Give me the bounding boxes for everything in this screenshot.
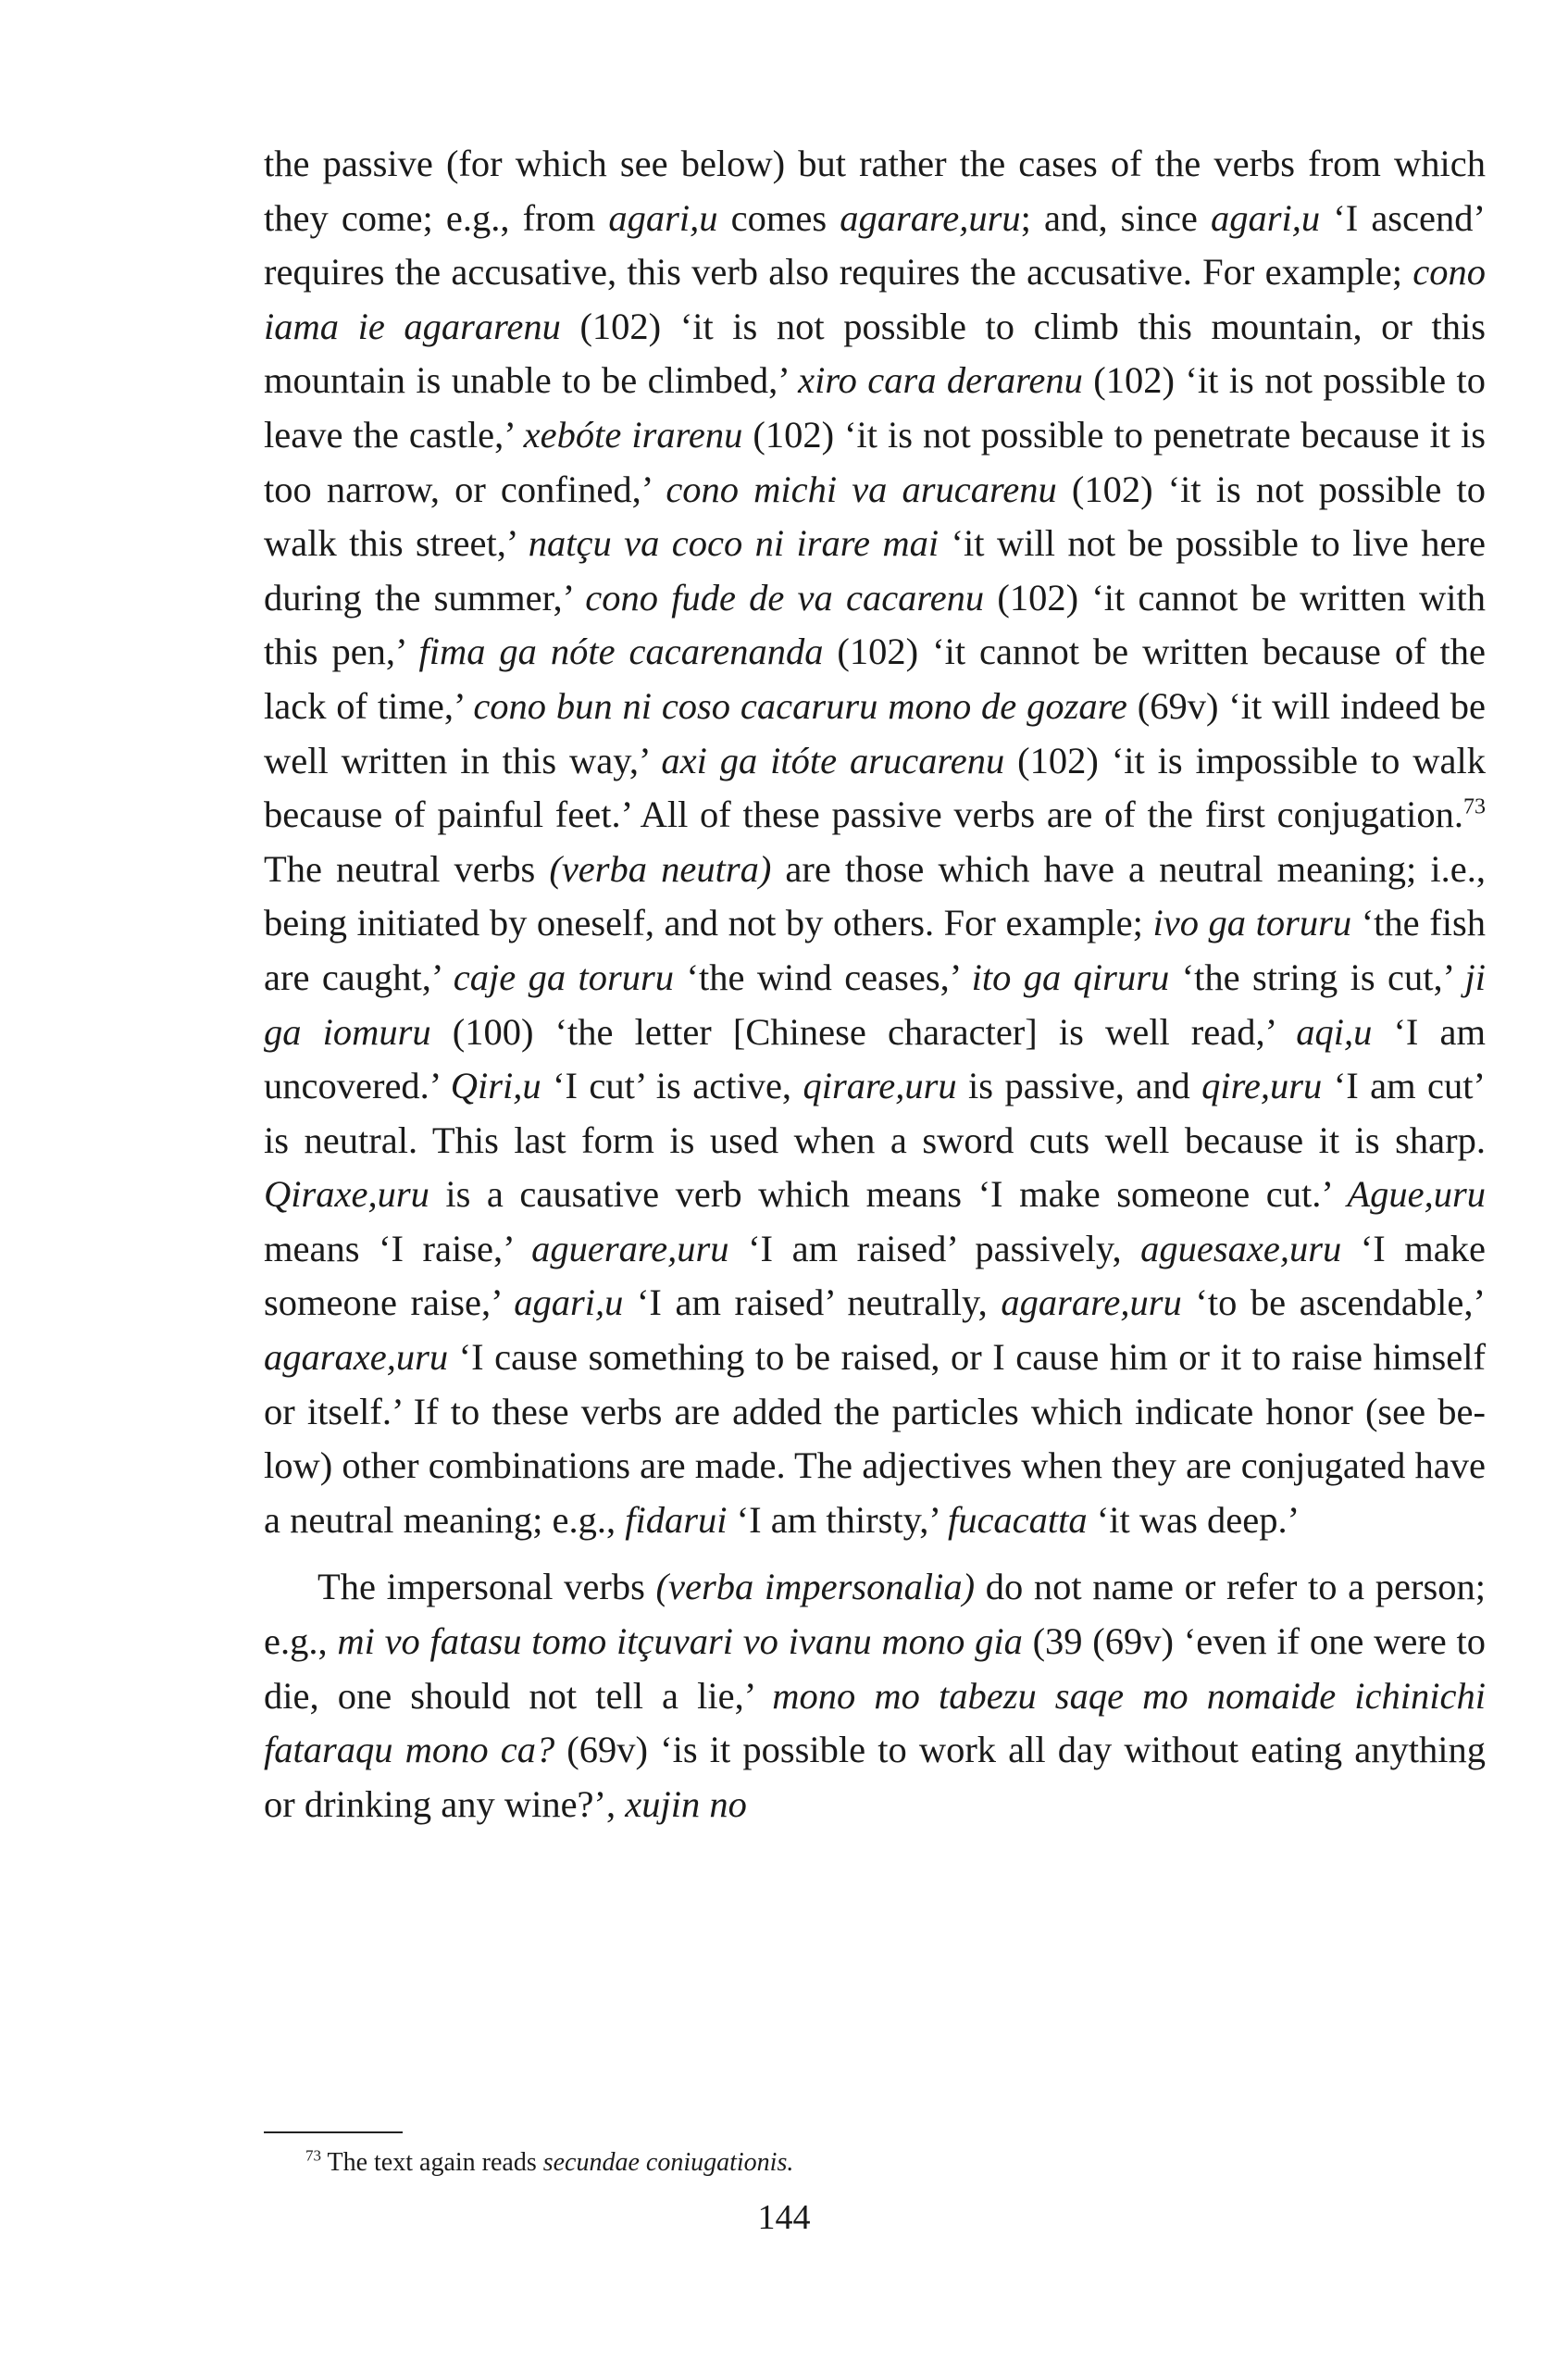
text-run: ‘it will not be possible to live here during the summer,’ bbox=[264, 522, 1486, 619]
text-run: The neutral verbs bbox=[264, 847, 550, 890]
italic-term: agari,u bbox=[514, 1281, 624, 1324]
footnote-text: The text again reads bbox=[327, 2148, 543, 2177]
page-number: 144 bbox=[757, 2198, 811, 2237]
text-run: comes bbox=[717, 196, 840, 239]
text-run: is a causative verb which means ‘I make someone cut.’ bbox=[429, 1173, 1348, 1216]
text-run: ‘it was deep.’ bbox=[1087, 1498, 1300, 1541]
text-run: (102) ‘it is not possible to walk this street,’ bbox=[264, 468, 1486, 565]
text-run: (102) ‘it is not possible to climb this mountain, or this mountain is unable to be climbed,’ bbox=[264, 305, 1486, 402]
text-run: ‘I cut’ is active, bbox=[541, 1065, 803, 1107]
italic-term: xebóte irarenu bbox=[523, 413, 743, 456]
text-run: ‘I am raised’ passively, bbox=[728, 1227, 1141, 1269]
text-run: ‘I make someone raise,’ bbox=[264, 1227, 1486, 1324]
italic-term: qirare,uru bbox=[803, 1065, 957, 1107]
italic-term: cono bun ni coso cacaruru mono de gozare bbox=[473, 684, 1127, 727]
text-run: ‘the fish are caught,’ bbox=[264, 902, 1486, 998]
text-run: ‘the string is cut,’ bbox=[1169, 956, 1465, 998]
text-run: ‘I am raised’ neutrally, bbox=[623, 1281, 1002, 1324]
italic-term: agarare,uru bbox=[840, 196, 1021, 239]
text-run: The impersonal verbs bbox=[317, 1566, 656, 1608]
italic-term: Qiri,u bbox=[450, 1065, 541, 1107]
text-run: ‘to be ascendable,’ bbox=[1181, 1281, 1486, 1324]
italic-term: ji ga iomuru bbox=[264, 956, 1487, 1053]
italic-term: qire,uru bbox=[1201, 1065, 1323, 1107]
text-run: (100) ‘the letter [Chinese character] is well read,’ bbox=[430, 1010, 1297, 1053]
page-body bbox=[264, 137, 1486, 1831]
text-run: (102) ‘it is not possible to penetrate because it is too narrow, or confined,’ bbox=[264, 413, 1486, 510]
text-run: the passive (for which see below) but rather the cases of the verbs from which they come; e.g., from bbox=[264, 143, 1486, 239]
italic-term: agaraxe,uru bbox=[264, 1336, 449, 1379]
italic-term: aguesaxe,uru bbox=[1140, 1227, 1342, 1269]
italic-term: aguerare,uru bbox=[531, 1227, 729, 1269]
text-run: (39 (69v) ‘even if one were to die, one should not tell a lie,’ bbox=[264, 1620, 1486, 1717]
text-run: ‘I ascend’ requires the accusative, this verb also requires the accusative. For example; bbox=[264, 196, 1486, 294]
italic-term: cono iama ie agararenu bbox=[264, 251, 1486, 347]
text-run: ‘I am cut’ is neutral. This last form is used when a sword cuts well because it is sharp. bbox=[264, 1065, 1486, 1161]
text-run: ‘I cause something to be raised, or I cause him or it to raise himself or itself.’ If to these verbs are added the particles which indicate honor (see below) other combinations are made. The adjectives when they are conjugated have a neutral meaning; e.g., bbox=[264, 1336, 1486, 1541]
text-run: ‘the wind ceases,’ bbox=[674, 956, 972, 998]
italic-term: (verba neutra) bbox=[549, 847, 772, 890]
text-run: do not name or refer to a person; e.g., bbox=[264, 1566, 1486, 1663]
text-run: ; and, since bbox=[1020, 196, 1211, 239]
footnote-reference: 73 bbox=[1463, 794, 1486, 819]
italic-term: mi vo fatasu tomo itçuvari vo ivanu mono gia bbox=[337, 1620, 1023, 1663]
italic-term: natçu va coco ni irare mai bbox=[528, 522, 940, 565]
footnote-rule bbox=[264, 2131, 403, 2133]
italic-term: agarare,uru bbox=[1001, 1281, 1182, 1324]
italic-term: agari,u bbox=[608, 196, 718, 239]
italic-term: caje ga toruru bbox=[453, 956, 675, 998]
text-run: ‘I am thirsty,’ bbox=[727, 1498, 948, 1541]
footnote-marker: 73 bbox=[305, 2146, 321, 2165]
text-run: means ‘I raise,’ bbox=[264, 1227, 532, 1269]
text-run: (69v) ‘is it possible to work all day without eating anything or drinking any wine?’, bbox=[264, 1729, 1486, 1825]
text-run: ‘I am uncovered.’ bbox=[264, 1010, 1486, 1107]
italic-term: fima ga nóte cacarenanda bbox=[418, 631, 824, 673]
italic-term: fidarui bbox=[625, 1498, 728, 1541]
text-run: (69v) ‘it will indeed be well written in this way,’ bbox=[264, 684, 1486, 781]
italic-term: fucacatta bbox=[947, 1498, 1088, 1541]
italic-term: xiro cara derarenu bbox=[798, 359, 1083, 402]
italic-term: ito ga qiruru bbox=[971, 956, 1170, 998]
text-run: is passive, and bbox=[956, 1065, 1202, 1107]
italic-term: xujin no bbox=[625, 1782, 747, 1825]
italic-term: Ague,uru bbox=[1347, 1173, 1486, 1216]
italic-term: agari,u bbox=[1211, 196, 1321, 239]
italic-term: axi ga itóte arucarenu bbox=[661, 739, 1005, 781]
italic-term: mono mo tabezu saqe mo nomaide ichinichi fataraqu mono ca? bbox=[264, 1674, 1487, 1771]
italic-term: (verba impersonalia) bbox=[655, 1566, 976, 1608]
footnote-italic: secundae coniugationis. bbox=[542, 2148, 794, 2177]
footnote bbox=[305, 2146, 1324, 2180]
italic-term: Qiraxe,uru bbox=[264, 1173, 429, 1216]
italic-term: aqi,u bbox=[1296, 1010, 1373, 1053]
italic-term: cono fude de va cacarenu bbox=[585, 576, 985, 619]
text-run: are those which have a neutral meaning; i.e., being initiated by oneself, and not by others. For example; bbox=[264, 847, 1486, 944]
text-run: (102) ‘it is not possible to leave the castle,’ bbox=[264, 359, 1486, 456]
text-run: (102) ‘it cannot be written with this pen,’ bbox=[264, 576, 1486, 673]
italic-term: ivo ga toruru bbox=[1152, 902, 1352, 944]
paragraph-1 bbox=[264, 137, 1486, 1547]
text-run: (102) ‘it cannot be written because of the lack of time,’ bbox=[264, 631, 1486, 727]
italic-term: cono michi va arucarenu bbox=[666, 468, 1057, 510]
paragraph-2 bbox=[264, 1560, 1486, 1831]
text-run: (102) ‘it is impossible to walk because of painful feet.’ All of these passive verbs are of the first conjugation. bbox=[264, 739, 1486, 836]
